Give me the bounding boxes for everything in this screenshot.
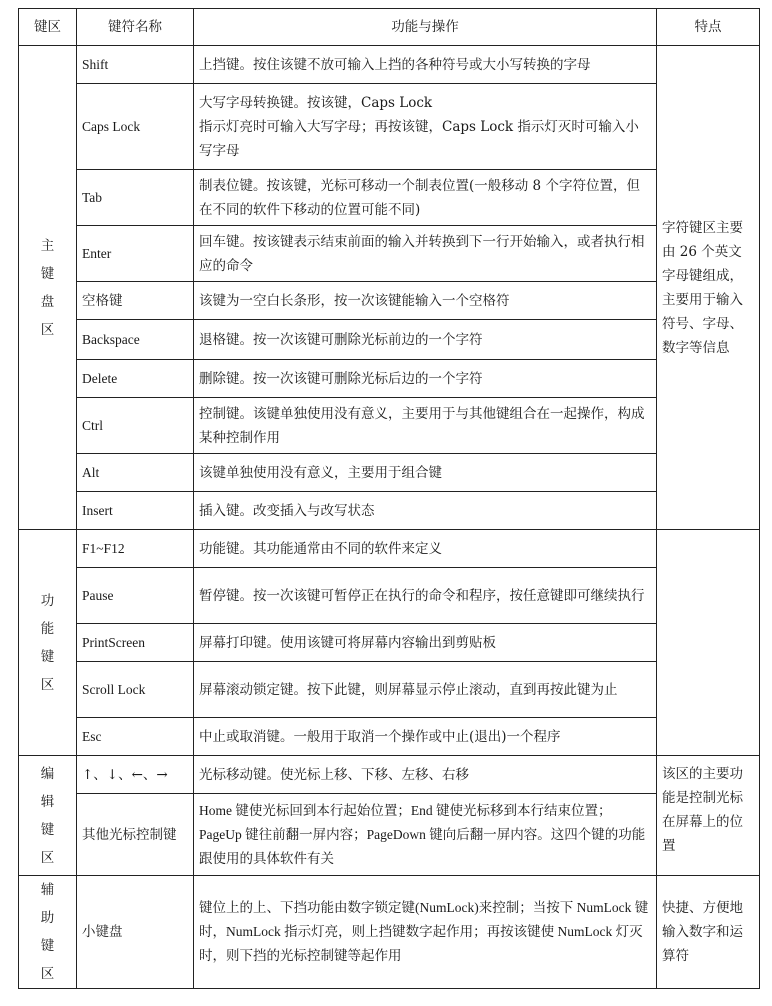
key-description: 上挡键。按住该键不放可输入上挡的各种符号或大小写转换的字母 — [194, 46, 657, 84]
key-name: 小键盘 — [77, 876, 194, 989]
table-row — [19, 876, 760, 989]
key-description: Home 键使光标回到本行起始位置；End 键使光标移到本行结束位置；PageUp 键往前翻一屏内容；PageDown 键向后翻一屏内容。这四个键的功能跟使用的具体软件有关 — [194, 794, 657, 876]
table-row — [19, 492, 760, 530]
key-description: 制表位键。按该键，光标可移动一个制表位置(一般移动 8 个字符位置，但在不同的软件下移动的位置可能不同) — [194, 170, 657, 226]
key-name: Ctrl — [77, 398, 194, 454]
key-description: 该键为一空白长条形，按一次该键能输入一个空格符 — [194, 282, 657, 320]
key-description: 光标移动键。使光标上移、下移、左移、右移 — [194, 756, 657, 794]
key-name: F1~F12 — [77, 530, 194, 568]
key-description: 退格键。按一次该键可删除光标前边的一个字符 — [194, 320, 657, 360]
key-description: 删除键。按一次该键可删除光标后边的一个字符 — [194, 360, 657, 398]
header-function: 功能与操作 — [194, 9, 657, 46]
key-name: Esc — [77, 718, 194, 756]
key-description: 屏幕打印键。使用该键可将屏幕内容输出到剪贴板 — [194, 624, 657, 662]
key-name: Backspace — [77, 320, 194, 360]
key-name: Pause — [77, 568, 194, 624]
table-row — [19, 46, 760, 84]
keyboard-zones-table — [18, 8, 760, 989]
key-name: Enter — [77, 226, 194, 282]
key-name: 其他光标控制键 — [77, 794, 194, 876]
table-row — [19, 624, 760, 662]
zone-aux-feature: 快捷、方便地输入数字和运算符 — [657, 876, 760, 989]
key-description: 功能键。其功能通常由不同的软件来定义 — [194, 530, 657, 568]
table-row — [19, 454, 760, 492]
table-row — [19, 662, 760, 718]
zone-function: 功 能 键 区 — [19, 530, 77, 756]
key-name: Alt — [77, 454, 194, 492]
key-description: 该键单独使用没有意义，主要用于组合键 — [194, 454, 657, 492]
zone-main: 主 键 盘 区 — [19, 46, 77, 530]
key-name: PrintScreen — [77, 624, 194, 662]
header-key-name: 键符名称 — [77, 9, 194, 46]
key-description: 中止或取消键。一般用于取消一个操作或中止(退出)一个程序 — [194, 718, 657, 756]
table-row — [19, 282, 760, 320]
table-row — [19, 718, 760, 756]
table-row — [19, 530, 760, 568]
table-row — [19, 226, 760, 282]
zone-edit: 编 辑 键 区 — [19, 756, 77, 876]
zone-aux: 辅 助 键 区 — [19, 876, 77, 989]
zone-function-feature — [657, 530, 760, 756]
table-row — [19, 794, 760, 876]
header-feature: 特点 — [657, 9, 760, 46]
zone-edit-feature: 该区的主要功能是控制光标在屏幕上的位置 — [657, 756, 760, 876]
header-row — [19, 9, 760, 46]
key-name: 空格键 — [77, 282, 194, 320]
zone-main-feature: 字符键区主要由 26 个英文字母键组成，主要用于输入符号、字母、数字等信息 — [657, 46, 760, 530]
key-name: Caps Lock — [77, 84, 194, 170]
table-row — [19, 84, 760, 170]
table-row — [19, 360, 760, 398]
header-zone: 键区 — [19, 9, 77, 46]
table-row — [19, 756, 760, 794]
table-row — [19, 170, 760, 226]
key-name: Shift — [77, 46, 194, 84]
key-name: Delete — [77, 360, 194, 398]
table-row — [19, 568, 760, 624]
key-description: 屏幕滚动锁定键。按下此键，则屏幕显示停止滚动，直到再按此键为止 — [194, 662, 657, 718]
key-description: 控制键。该键单独使用没有意义，主要用于与其他键组合在一起操作，构成某种控制作用 — [194, 398, 657, 454]
table-row — [19, 398, 760, 454]
key-name: Scroll Lock — [77, 662, 194, 718]
key-description: 键位上的上、下挡功能由数字锁定键(NumLock)来控制；当按下 NumLock 键时，NumLock 指示灯亮，则上挡键数字起作用；再按该键使 NumLock 灯灭时，则下挡的光标控制键等起作用 — [194, 876, 657, 989]
key-description: 插入键。改变插入与改写状态 — [194, 492, 657, 530]
key-description: 回车键。按该键表示结束前面的输入并转换到下一行开始输入，或者执行相应的命令 — [194, 226, 657, 282]
key-name: Insert — [77, 492, 194, 530]
key-name: Tab — [77, 170, 194, 226]
table-row — [19, 320, 760, 360]
key-description: 暂停键。按一次该键可暂停正在执行的命令和程序，按任意键即可继续执行 — [194, 568, 657, 624]
key-description: 大写字母转换键。按该键，Caps Lock 指示灯亮时可输入大写字母；再按该键，Caps Lock 指示灯灭时可输入小写字母 — [194, 84, 657, 170]
key-name: ↑、↓、←、→ — [77, 756, 194, 794]
